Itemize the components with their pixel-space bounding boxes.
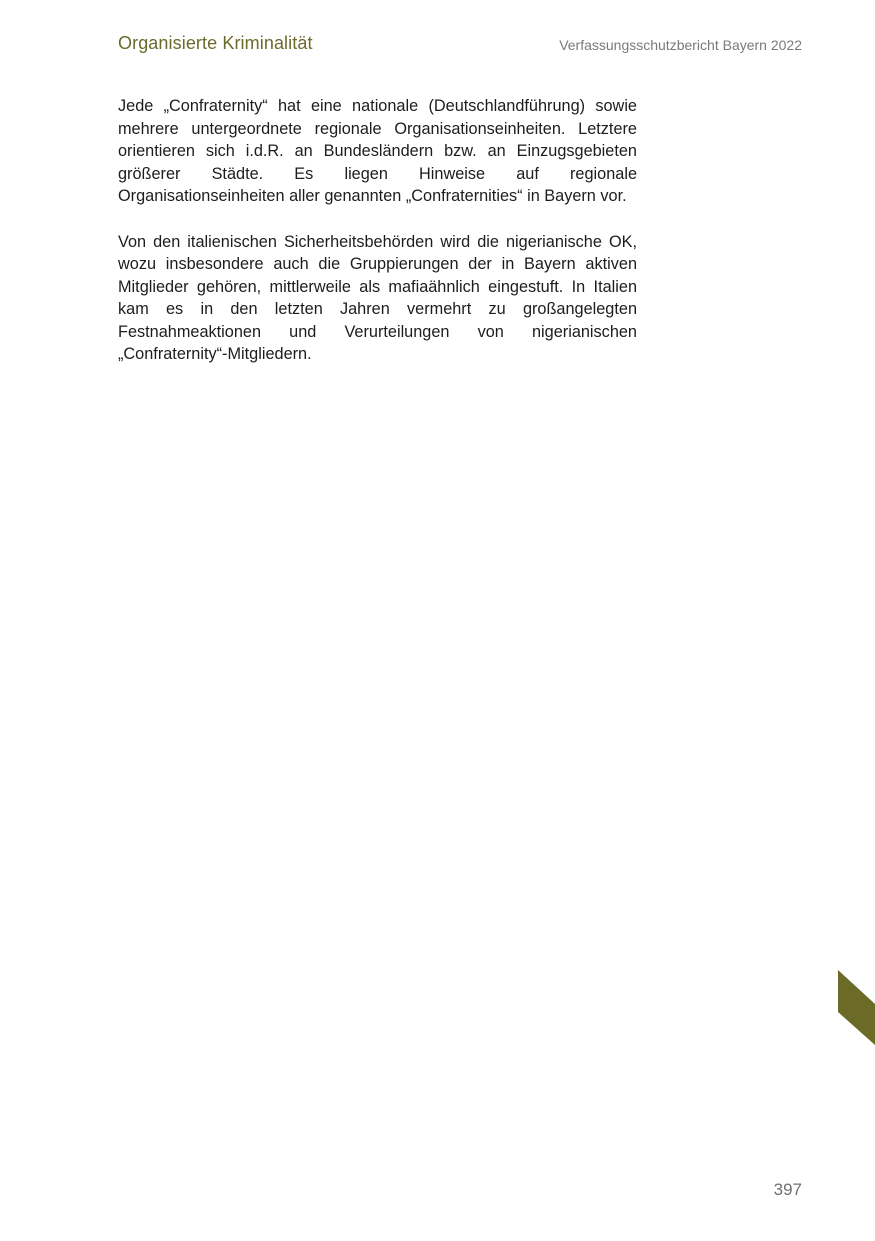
page-number: 397 xyxy=(773,1180,802,1199)
paragraph: Jede „Confraternity“ hat eine nationale (Deutschlandführung) sowie mehrere untergeordnete regionale Organisationseinheiten. Letztere orientieren sich i.d.R. an Bundesländern bzw. an Einzugsgebieten größerer Städte. Es liegen Hinweise auf regionale Organisationseinheiten aller genannten „Confraternities“ in Bayern vor. xyxy=(118,97,637,205)
paragraph: Von den italienischen Sicherheitsbehörden wird die nigerianische OK, wozu insbesondere auch die Gruppierungen der in Bayern aktiven Mitglieder gehören, mittlerweile als mafiaähnlich eingestuft. In Italien kam es in den letzten Jahren vermehrt zu großangelegten Festnahmeaktionen und Verurteilungen von nigerianischen „Confraternity“-Mitgliedern. xyxy=(118,232,637,363)
body-text xyxy=(118,95,637,389)
section-title: Organisierte Kriminalität xyxy=(118,33,313,53)
report-title: Verfassungsschutzbericht Bayern 2022 xyxy=(559,37,802,53)
chapter-tab-marker xyxy=(838,970,875,1045)
